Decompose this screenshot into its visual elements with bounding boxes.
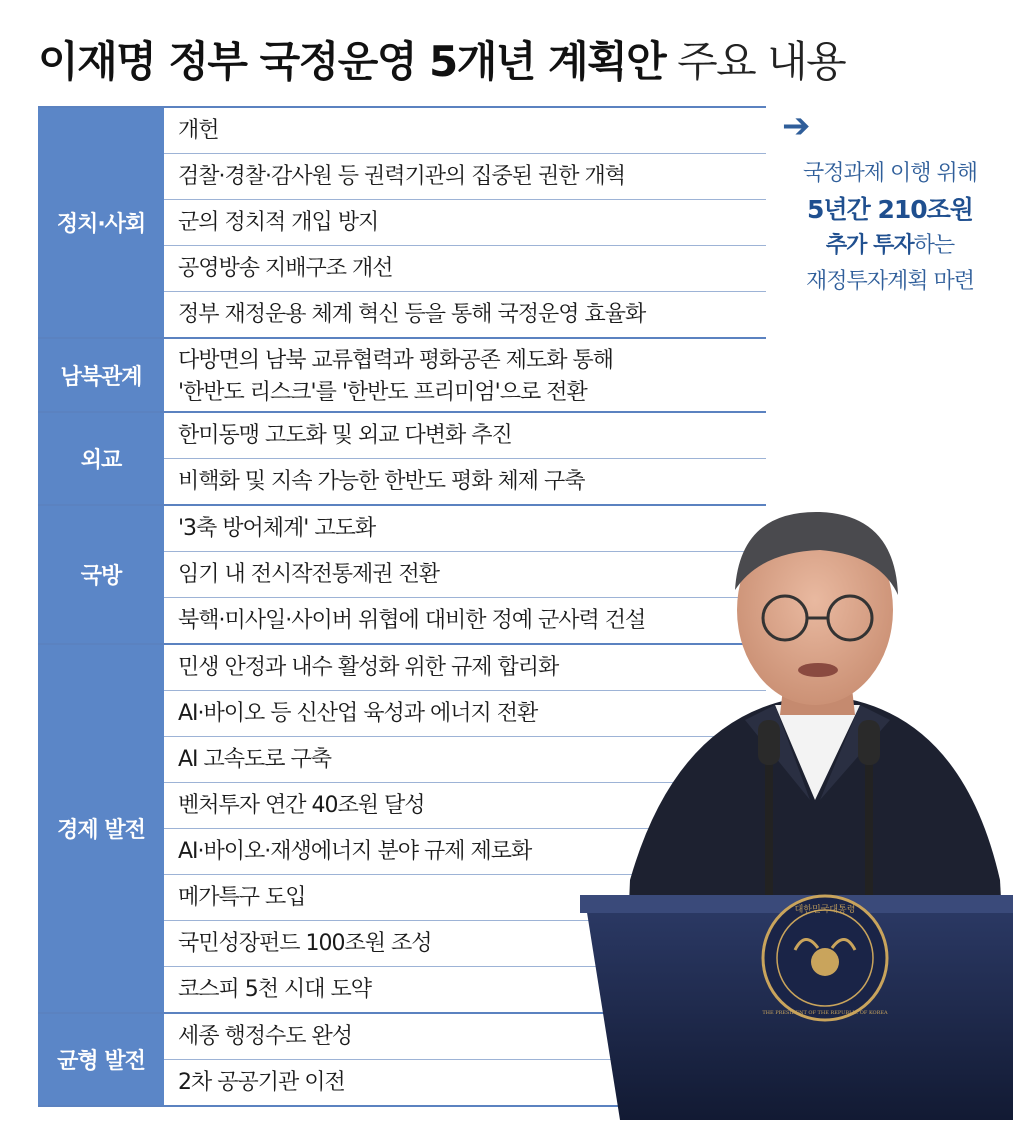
list-item: 코스피 5천 시대 도약	[178, 977, 371, 1002]
list-item: 국민성장펀드 100조원 조성	[164, 921, 766, 967]
list-item: 정부 재정운용 체계 혁신 등을 통해 국정운영 효율화	[178, 302, 646, 327]
list-item: 한미동맹 고도화 및 외교 다변화 추진	[164, 413, 766, 459]
list-item: 검찰·경찰·감사원 등 권력기관의 집중된 권한 개혁	[164, 154, 766, 200]
seal-bottom-text: THE PRESIDENT OF THE REPUBLIC OF KOREA	[762, 1010, 888, 1016]
list-item: 임기 내 전시작전통제권 전환	[164, 552, 766, 598]
list-item: 벤처투자 연간 40조원 달성	[164, 783, 766, 829]
section-politics	[38, 108, 766, 339]
arrow-right-icon: ➔	[782, 106, 811, 146]
list-item: 민생 안정과 내수 활성화 위한 규제 합리화	[164, 645, 766, 691]
title-main: 이재명 정부 국정운영 5개년 계획안	[38, 37, 666, 86]
list-item: AI·바이오·재생에너지 분야 규제 제로화	[164, 829, 766, 875]
category-label: 외교	[38, 413, 164, 504]
list-item: 공영방송 지배구조 개선	[164, 246, 766, 292]
list-item: 세종 행정수도 완성	[164, 1014, 766, 1060]
side-line-3-rest: 하는	[913, 233, 955, 258]
section-diplomacy	[38, 413, 766, 506]
list-item: 메가특구 도입	[164, 875, 766, 921]
category-label: 균형 발전	[38, 1014, 164, 1105]
list-item: 2차 공공기관 이전	[178, 1070, 345, 1095]
seal-top-text: 대한민국대통령	[794, 905, 856, 915]
category-label: 정치·사회	[38, 108, 164, 337]
category-label: 국방	[38, 506, 164, 643]
category-label: 남북관계	[38, 339, 164, 411]
list-item: AI 고속도로 구축	[164, 737, 766, 783]
list-item: '3축 방어체계' 고도화	[164, 506, 766, 552]
list-item-line: 다방면의 남북 교류협력과 평화공존 제도화 통해	[178, 348, 614, 373]
list-item: 개헌	[164, 108, 766, 154]
list-item	[164, 339, 766, 411]
page-title	[38, 32, 845, 92]
section-inter-korean	[38, 339, 766, 413]
side-line-1: 국정과제 이행 위해	[802, 161, 977, 186]
side-line-3-bold: 추가 투자	[825, 233, 914, 258]
side-line-3	[780, 228, 1000, 264]
side-line-4: 재정투자계획 마련	[805, 269, 974, 294]
side-line-2: 5년간 210조원	[807, 195, 973, 224]
list-item-line: '한반도 리스크'를 '한반도 프리미엄'으로 전환	[178, 380, 587, 405]
title-sub: 주요 내용	[677, 37, 846, 86]
list-item: 군의 정치적 개입 방지	[164, 200, 766, 246]
side-note	[780, 106, 1000, 300]
category-label: 경제 발전	[38, 645, 164, 1012]
speaker-photo	[560, 500, 1013, 1120]
list-item: 북핵·미사일·사이버 위협에 대비한 정예 군사력 건설	[178, 608, 646, 633]
list-item: 비핵화 및 지속 가능한 한반도 평화 체제 구축	[178, 469, 585, 494]
list-item: AI·바이오 등 신산업 육성과 에너지 전환	[164, 691, 766, 737]
